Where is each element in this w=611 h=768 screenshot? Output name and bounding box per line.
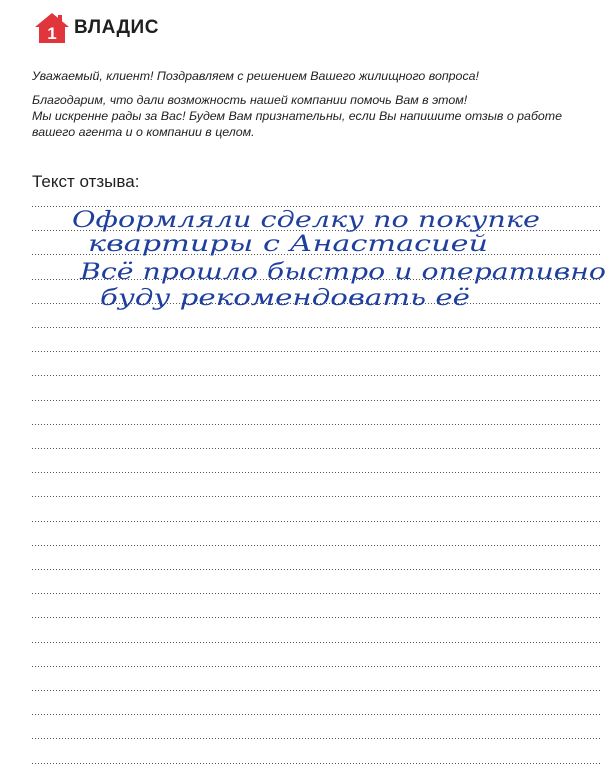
brand-name: ВЛАДИС: [74, 17, 159, 38]
handwritten-line-4: буду рекомендовать её: [100, 286, 470, 311]
logo-digit: 1: [47, 24, 57, 43]
handwritten-line-1: Оформляли сделку по покупке: [72, 208, 540, 233]
thanks-line: Благодарим, что дали возможность нашей компании помочь Вам в этом!: [32, 93, 468, 107]
handwritten-line-2: квартиры с Анастасией: [88, 232, 489, 257]
request-line-continued: вашего агента и о компании в целом.: [32, 125, 255, 139]
greeting-line: Уважаемый, клиент! Поздравляем с решением Вашего жилищного вопроса!: [32, 69, 479, 83]
request-line: Мы искренне рады за Вас! Будем Вам признательны, если Вы напишите отзыв о работе: [32, 109, 563, 123]
handwritten-line-3: Всё прошло быстро и оперативно: [78, 260, 606, 285]
review-heading: Текст отзыва:: [32, 172, 140, 191]
